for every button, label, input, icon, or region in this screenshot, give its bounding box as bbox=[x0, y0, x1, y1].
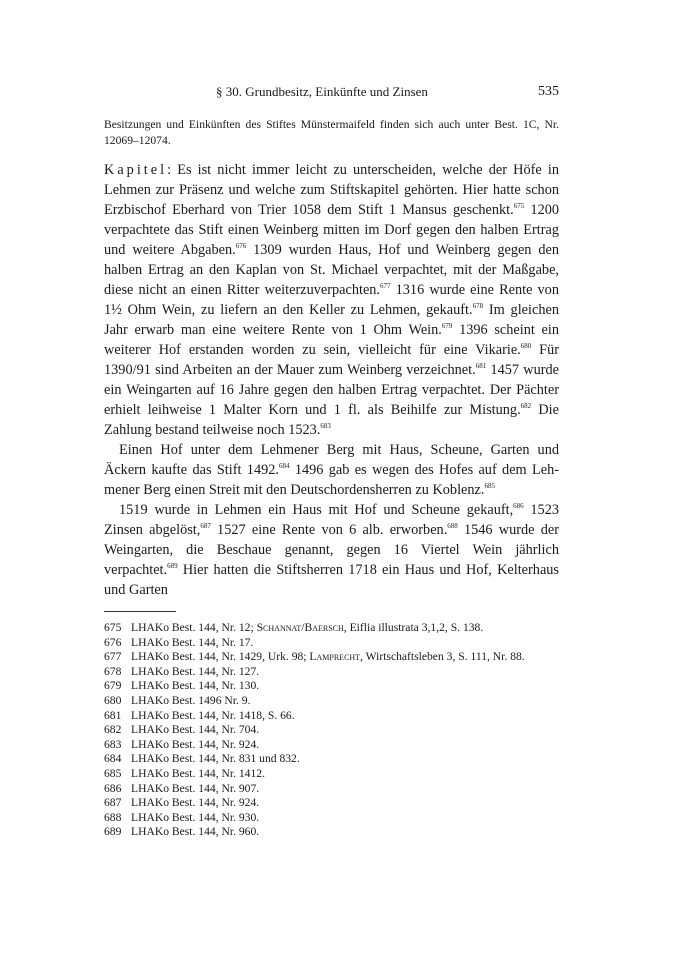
text-run: 1457 wurde ein Weingarten auf 16 Jahre gegen den halben Ertrag verpachtet. Der Pächter erhielt leihweise 1 Malter Korn und 1 fl. als Beihilfe zur Mistung. bbox=[104, 362, 559, 418]
footnote bbox=[104, 723, 559, 738]
text-run: LHAKo Best. 144, Nr. 1418, S. 66. bbox=[131, 708, 295, 722]
text-run: Hier hatten die Stiftsherren 1718 ein Haus und Hof, Kelterhaus und Garten bbox=[104, 562, 559, 598]
footnote-number: 686 bbox=[104, 781, 122, 795]
footnote-number: 689 bbox=[104, 825, 122, 839]
book-page bbox=[104, 78, 559, 840]
footnote bbox=[104, 811, 559, 826]
text-run: LHAKo Best. 144, Nr. 1412. bbox=[131, 766, 265, 780]
footnote-ref: 688 bbox=[447, 522, 458, 530]
footnote-text bbox=[131, 767, 559, 782]
footnote-text bbox=[131, 782, 559, 797]
text-run: 1519 wurde in Lehmen ein Haus mit Hof und Scheune gekauft, bbox=[119, 502, 514, 518]
footnote-number: 678 bbox=[104, 664, 122, 678]
footnotes bbox=[104, 621, 559, 840]
text-run: LHAKo Best. 144, Nr. 17. bbox=[131, 635, 254, 649]
text-run: 1396 scheint ein weiterer Hof erstanden worden zu sein, vielleicht für eine Vikarie. bbox=[104, 322, 559, 358]
text-run: Einen Hof unter dem Lehmener Berg mit Haus, Scheune, Garten und Äckern kaufte das Stift 1492. bbox=[104, 442, 559, 478]
text-run: 1527 eine Rente von 6 alb. erworben. bbox=[210, 522, 448, 538]
footnote bbox=[104, 621, 559, 636]
footnote-number: 680 bbox=[104, 693, 122, 707]
text-run: LHAKo Best. 144, Nr. 924. bbox=[131, 796, 260, 810]
footnote-text bbox=[131, 738, 559, 753]
footnote-number: 683 bbox=[104, 737, 122, 751]
footnote-text bbox=[131, 825, 559, 840]
intro-note: Besitzungen und Einkünften des Stiftes Münstermaifeld finden sich auch unter Best. 1C, Nr. 12069–12074. bbox=[104, 118, 559, 147]
text-run: Im gleichen Jahr erwarb man eine weitere Rente von 1 Ohm Wein. bbox=[104, 302, 559, 338]
footnote bbox=[104, 752, 559, 767]
footnote-ref: 677 bbox=[380, 282, 391, 290]
footnote-text bbox=[131, 811, 559, 826]
footnote-number: 685 bbox=[104, 766, 122, 780]
footnote-number: 682 bbox=[104, 723, 122, 737]
main-text bbox=[104, 160, 559, 600]
text-run: Die Zahlung bestand teilweise noch 1523. bbox=[104, 402, 559, 438]
author-name: Lamprecht bbox=[309, 650, 361, 664]
footnote-number: 684 bbox=[104, 752, 122, 766]
text-run: LHAKo Best. 144, Nr. 12; bbox=[131, 621, 257, 634]
footnote-ref: 676 bbox=[235, 242, 247, 250]
footnote-number: 681 bbox=[104, 708, 122, 722]
text-run: 1316 wurde eine Rente von 1½ Ohm Wein, zu liefern an den Keller zu Lehmen, gekauft. bbox=[104, 282, 559, 318]
text-run: Für 1390/91 sind Arbeiten an der Mauer zum Weinberg verzeichnet. bbox=[104, 342, 559, 378]
text-run: , Wirtschaftsleben 3, S. 111, Nr. 88. bbox=[360, 650, 525, 664]
footnote-text bbox=[131, 621, 559, 636]
text-run: 1546 wurde der Weingarten, die Beschaue genannt, gegen 16 Viertel Wein jährlich verpachtet. bbox=[104, 522, 559, 578]
footnote-number: 679 bbox=[104, 679, 122, 693]
text-run: LHAKo Best. 144, Nr. 907. bbox=[131, 781, 260, 795]
footnote-text bbox=[131, 752, 559, 767]
footnote bbox=[104, 650, 559, 665]
footnote-ref: 689 bbox=[167, 562, 178, 570]
footnote bbox=[104, 767, 559, 782]
footnote-ref: 683 bbox=[320, 422, 331, 430]
footnote bbox=[104, 636, 559, 651]
text-run: LHAKo Best. 144, Nr. 831 und 832. bbox=[131, 752, 300, 766]
section-label: Kapitel bbox=[104, 162, 168, 178]
footnote-ref: 678 bbox=[472, 302, 484, 310]
text-run: 1523 Zinsen abgelöst, bbox=[104, 502, 560, 538]
footnote bbox=[104, 679, 559, 694]
footnote-ref: 686 bbox=[513, 502, 524, 510]
footnote bbox=[104, 665, 559, 680]
paragraph bbox=[104, 440, 559, 500]
text-run: LHAKo Best. 144, Nr. 1429, Urk. 98; bbox=[131, 650, 310, 664]
page-number: 535 bbox=[538, 84, 559, 99]
footnote-ref: 684 bbox=[278, 462, 290, 470]
footnote bbox=[104, 825, 559, 840]
footnote-text bbox=[131, 694, 559, 709]
footnote-ref: 687 bbox=[200, 522, 211, 530]
text-run: 1496 gab es wegen des Hofes auf dem Lehmener Berg einen Streit mit den Deutschordensherren zu Koblenz. bbox=[104, 462, 559, 498]
text-run: LHAKo Best. 144, Nr. 130. bbox=[131, 679, 260, 693]
footnote-ref: 679 bbox=[441, 322, 453, 330]
footnote bbox=[104, 709, 559, 724]
footnote-text bbox=[131, 723, 559, 738]
footnote bbox=[104, 782, 559, 797]
footnote-text bbox=[131, 636, 559, 651]
footnote-ref: 685 bbox=[484, 482, 495, 490]
footnote-number: 675 bbox=[104, 621, 122, 634]
text-run: 1309 wurden Haus, Hof und Weinberg gegen den halben Ertrag an den Kaplan von St. Michael verpachtet, mit der Maßgabe, diese nicht an einen Ritter weiterzuverpachten. bbox=[104, 242, 560, 298]
footnote-text bbox=[131, 665, 559, 680]
running-head bbox=[104, 78, 559, 102]
footnote-rule bbox=[104, 611, 176, 612]
footnote-text bbox=[131, 796, 559, 811]
running-head-title: § 30. Grundbesitz, Einkünfte und Zinsen bbox=[216, 84, 428, 99]
paragraph bbox=[104, 160, 559, 440]
footnote-ref: 680 bbox=[520, 342, 532, 350]
footnote-number: 688 bbox=[104, 810, 122, 824]
text-run: : Es ist nicht immer leicht zu unterscheiden, welche der Höfe in Lehmen zur Präsenz und welche zum Stiftskapitel gehörten. Hier hatte schon Erzbischof Eberhard von Trier 1058 dem Stift 1 Mansus geschenkt. bbox=[104, 162, 559, 218]
footnote bbox=[104, 796, 559, 811]
footnote bbox=[104, 694, 559, 709]
text-run: LHAKo Best. 144, Nr. 930. bbox=[131, 810, 260, 824]
footnote-text bbox=[131, 679, 559, 694]
footnote-text bbox=[131, 650, 559, 665]
footnote-text bbox=[131, 709, 559, 724]
paragraph bbox=[104, 500, 559, 600]
text-run: LHAKo Best. 144, Nr. 704. bbox=[131, 723, 260, 737]
footnote-number: 687 bbox=[104, 796, 122, 810]
text-run: LHAKo Best. 144, Nr. 924. bbox=[131, 737, 260, 751]
footnote-ref: 682 bbox=[520, 402, 532, 410]
text-run: , Eiflia illustrata 3,1,2, S. 138. bbox=[343, 621, 484, 634]
footnote-number: 676 bbox=[104, 635, 122, 649]
footnote bbox=[104, 738, 559, 753]
footnote-ref: 675 bbox=[513, 202, 525, 210]
footnote-number: 677 bbox=[104, 650, 122, 664]
text-run: 1200 verpachtete das Stift einen Weinberg mitten im Dorf gegen den halben Ertrag und weitere Abgaben. bbox=[104, 202, 560, 258]
text-run: LHAKo Best. 144, Nr. 127. bbox=[131, 664, 260, 678]
footnote-ref: 681 bbox=[475, 362, 487, 370]
author-name: Schannat/Baersch bbox=[256, 621, 344, 634]
text-run: LHAKo Best. 144, Nr. 960. bbox=[131, 825, 260, 839]
text-run: LHAKo Best. 1496 Nr. 9. bbox=[131, 693, 251, 707]
